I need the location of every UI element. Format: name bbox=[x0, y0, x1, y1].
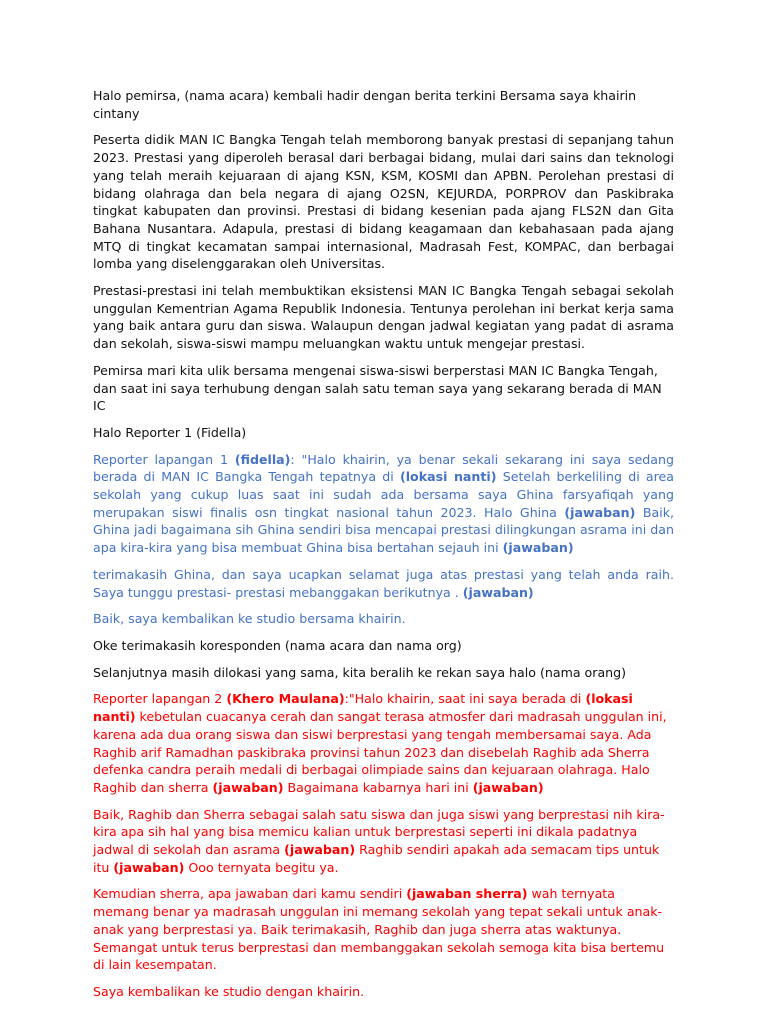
transition-paragraph: Pemirsa mari kita ulik bersama mengenai siswa-siswi berperstasi MAN IC Bangka Tengah, dan saat ini saya terhubung dengan salah satu teman saya yang sekarang berada di MAN IC bbox=[93, 362, 662, 414]
reporter2-label: Reporter lapangan 2 bbox=[93, 691, 227, 707]
answer-placeholder: (jawaban sherra) bbox=[406, 886, 528, 902]
reporter2-closing-paragraph bbox=[93, 885, 674, 974]
reporter1-call: Halo Reporter 1 (Fidella) bbox=[93, 424, 247, 440]
reporter1-text-1: : "Halo khairin, ya benar sekali sekarang ini saya sedang berada di MAN IC Bangka Tengah tepatnya di bbox=[93, 451, 674, 485]
intro-paragraph: Halo pemirsa, (nama acara) kembali hadir dengan berita terkini Bersama saya khairin cintany bbox=[93, 88, 637, 121]
answer-placeholder: (jawaban) bbox=[564, 504, 636, 520]
reporter1-text-3: Baik, Ghina jadi bagaimana sih Ghina sendiri bisa mencapai prestasi dilingkungan asrama ini dan apa kira-kira yang bisa membuat Ghina bisa bertahan sejauh ini bbox=[93, 504, 675, 556]
answer-placeholder: (jawaban) bbox=[212, 779, 284, 795]
answer-placeholder: (jawaban) bbox=[462, 584, 534, 600]
anchor-next-paragraph: Selanjutnya masih dilokasi yang sama, kita beralih ke rekan saya halo (nama orang) bbox=[93, 664, 627, 680]
reporter2-question-text-1: Baik, Raghib dan Sherra sebagai salah satu siswa dan juga siswi yang berprestasi nih kira- kira apa sih hal yang bisa memicu kalian untuk berprestasi seperti ini dikala padatnya jadwal di sekolah dan asrama bbox=[93, 806, 665, 858]
location-placeholder: (lokasi nanti) bbox=[93, 691, 633, 725]
location-placeholder: (lokasi nanti) bbox=[399, 469, 497, 485]
answer-placeholder: (jawaban) bbox=[113, 859, 185, 875]
reporter2-question-text-2: Raghib sendiri apakah ada semacam tips untuk itu bbox=[93, 842, 660, 875]
anchor-thanks-paragraph: Oke terimakasih koresponden (nama acara dan nama org) bbox=[93, 637, 462, 653]
achievements-paragraph: Peserta didik MAN IC Bangka Tengah telah memborong banyak prestasi di sepanjang tahun 2023. Prestasi yang diperoleh berasal dari berbagai bidang, mulai dari sains dan teknologi yang telah meraih kejuaraan di ajang KSN, KSM, KOSMI dan APBN. Perolehan prestasi di bidang olahraga dan bela negara di ajang O2SN, KEJURDA, PORPROV dan Paskibraka tingkat kabupaten dan provinsi. Prestasi di bidang kesenian pada ajang FLS2N dan Gita Bahana Nusantara. Adapula, prestasi di bidang keagamaan dan kebahasaan pada ajang MTQ di tingkat kecamatan sampai internasional, Madrasah Fest, KOMPAC, dan berbagai lomba yang diselenggarakan oleh Universitas. bbox=[93, 132, 674, 272]
document-page bbox=[93, 87, 674, 1010]
reporter2-question-text-3: Ooo ternyata begitu ya. bbox=[184, 859, 339, 875]
reporter2-text-3: Bagaimana kabarnya hari ini bbox=[283, 779, 473, 795]
reporter2-paragraph bbox=[93, 690, 674, 796]
reporter2-text-2: kebetulan cuacanya cerah dan sangat terasa atmosfer dari madrasah unggulan ini, karena ada dua orang siswa dan siswi berprestasi yang tengah membersamai saya. Ada Raghib arif Ramadhan paskibraka provinsi tahun 2023 dan disebelah Raghib ada Sherra defenka candra peraih medali di berbagai olimpiade sains dan kejuaraan olahraga. Halo Raghib dan sherra bbox=[93, 709, 667, 795]
reporter1-paragraph bbox=[93, 451, 674, 557]
reporter1-text-2: Setelah berkeliling di area sekolah yang cukup luas saat ini sudah ada bersama saya Ghina farsyafiqah yang merupakan siswi finalis osn tingkat nasional tahun 2023. Halo Ghina bbox=[93, 469, 675, 520]
reporter2-return-paragraph: Saya kembalikan ke studio dengan khairin. bbox=[93, 983, 365, 999]
reporter2-question-paragraph bbox=[93, 806, 674, 877]
reporter2-closing-text-2: wah ternyata memang benar ya madrasah unggulan ini memang sekolah yang tepat sekali untuk anak-anak yang berprestasi ya. Baik terimakasih, Raghib dan juga sherra atas waktunya. Semangat untuk terus berprestasi dan membanggakan sekolah semoga kita bisa bertemu di lain kesempatan. bbox=[93, 886, 665, 973]
reporter2-closing-text-1: Kemudian sherra, apa jawaban dari kamu sendiri bbox=[93, 886, 407, 902]
reporter1-closing-paragraph bbox=[93, 566, 674, 601]
existence-paragraph: Prestasi-prestasi ini telah membuktikan eksistensi MAN IC Bangka Tengah sebagai sekolah unggulan Kementrian Agama Republik Indonesia. Tentunya perolehan ini berkat kerja sama yang baik antara guru dan siswa. Walaupun dengan jadwal kegiatan yang padat di asrama dan sekolah, siswa-siswi mampu meluangkan waktu untuk mengejar prestasi. bbox=[93, 283, 674, 352]
reporter1-return-paragraph: Baik, saya kembalikan ke studio bersama khairin. bbox=[93, 611, 406, 627]
reporter1-name: (fidella) bbox=[234, 451, 291, 467]
answer-placeholder: (jawaban) bbox=[502, 540, 574, 556]
answer-placeholder: (jawaban) bbox=[284, 842, 356, 858]
reporter2-text-1: :"Halo khairin, saat ini saya berada di bbox=[344, 691, 586, 707]
reporter2-name: (Khero Maulana) bbox=[226, 691, 345, 707]
answer-placeholder: (jawaban) bbox=[472, 779, 544, 795]
reporter1-label: Reporter lapangan 1 bbox=[93, 451, 235, 467]
reporter1-closing-text: terimakasih Ghina, dan saya ucapkan selamat juga atas prestasi yang telah anda raih. Saya tunggu prestasi- prestasi mebanggakan berikutnya . bbox=[93, 566, 674, 600]
